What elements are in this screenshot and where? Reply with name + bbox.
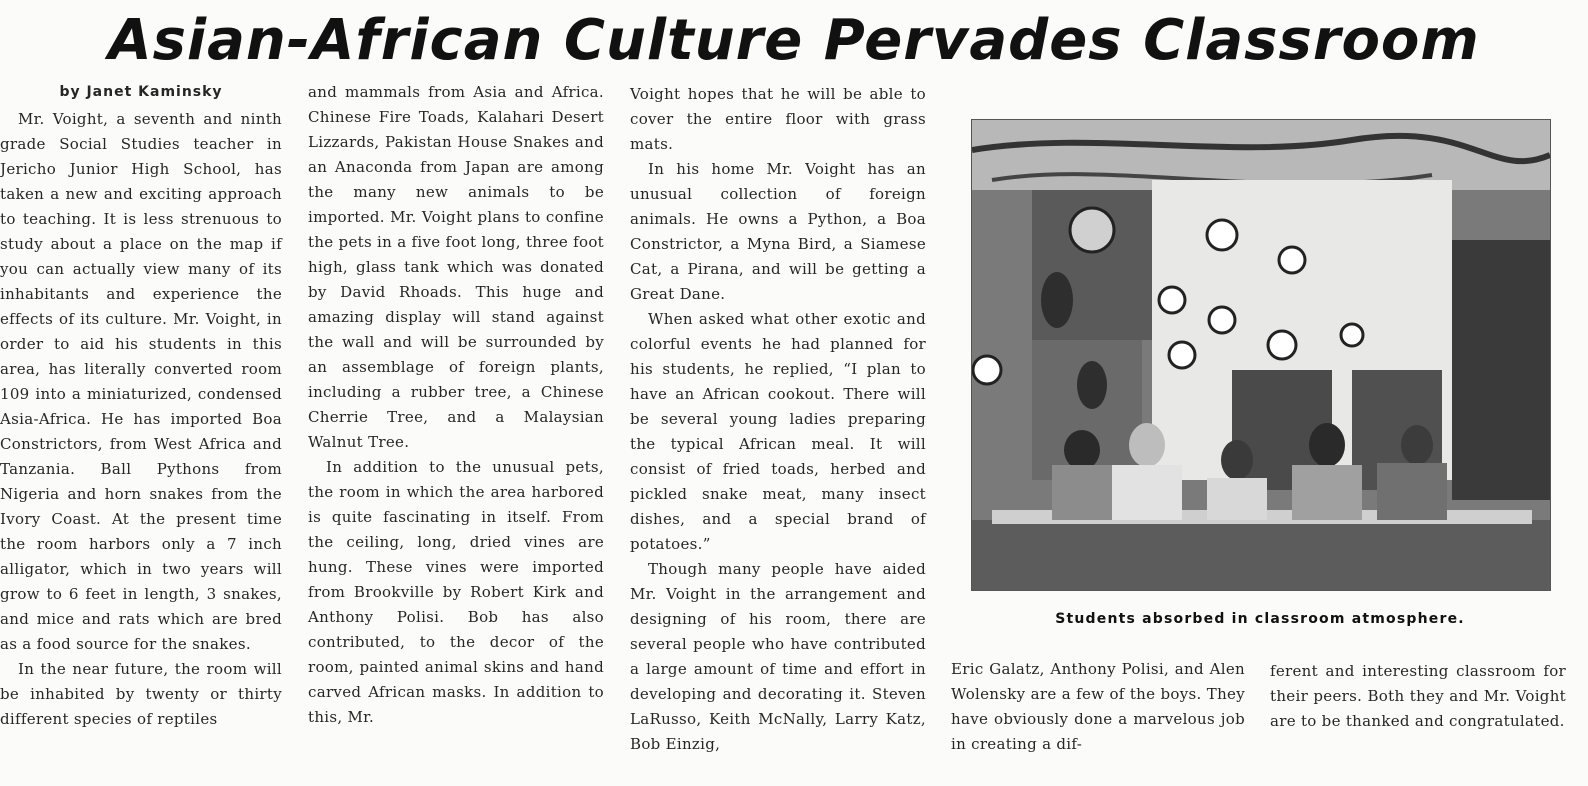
article-column-1 [0,80,282,732]
paragraph: Eric Galatz, Anthony Polisi, and Alen Wolensky are a few of the boys. They have obviously done a marvelous job in creating a dif- [951,660,1245,753]
paragraph: Though many people have aided Mr. Voight in the arrangement and designing of his room, there are several people who have contributed a large amount of time and effort in developing and decorating it. Steven LaRusso, Keith McNally, Larry Katz, Bob Einzig, [630,560,926,753]
paragraph: and mammals from Asia and Africa. Chinese Fire Toads, Kalahari Desert Lizzards, Pakistan House Snakes and an Anaconda from Japan are among the many new animals to be imported. Mr. Voight plans to confine the pets in a five foot long, three foot high, glass tank which was donated by David Rhoads. This huge and amazing display will stand against the wall and will be surrounded by an assemblage of foreign plants, including a rubber tree, a Chinese Cherrie Tree, and a Malaysian Walnut Tree. [308,83,604,451]
paragraph: Mr. Voight, a seventh and ninth grade Social Studies teacher in Jericho Junior High School, has taken a new and exciting approach to teaching. It is less strenuous to study about a place on the map if you can actually view many of its inhabitants and experience the effects of its culture. Mr. Voight, in order to aid his students in this area, has literally converted room 109 into a miniaturized, condensed Asia-Africa. He has imported Boa Constrictors, from West Africa and Tanzania. Ball Pythons from Nigeria and horn snakes from the Ivory Coast. At the present time the room harbors only a 7 inch alligator, which in two years will grow to 6 feet in length, 3 snakes, and mice and rats which are bred as a food source for the snakes. [0,110,282,653]
paragraph: In his home Mr. Voight has an unusual collection of foreign animals. He owns a Python, a Boa Constrictor, a Myna Bird, a Siamese Cat, a Pirana, and will be getting a Great Dane. [630,160,926,303]
article-column-3 [630,82,926,757]
paragraph: In the near future, the room will be inhabited by twenty or thirty different species of reptiles [0,660,282,728]
article-column-2 [308,80,604,730]
byline: by Janet Kaminsky [59,84,223,100]
article-column-5 [1270,659,1566,734]
paragraph: Voight hopes that he will be able to cover the entire floor with grass mats. [630,85,926,153]
article-column-4 [951,657,1245,757]
photo-caption: Students absorbed in classroom atmosphere. [1055,611,1465,627]
paragraph: ferent and interesting classroom for their peers. Both they and Mr. Voight are to be thanked and congratulated. [1270,662,1566,730]
paragraph: When asked what other exotic and colorful events he had planned for his students, he replied, “I plan to have an African cookout. There will be several young ladies preparing the typical African meal. It will consist of fried toads, herbed and pickled snake meat, many insect dishes, and a special brand of potatoes.” [630,310,926,553]
classroom-photo [971,119,1551,591]
headline: Asian-African Culture Pervades Classroom [108,8,1480,73]
paragraph: In addition to the unusual pets, the room in which the area harbored is quite fascinating in itself. From the ceiling, long, dried vines are hung. These vines were imported from Brookville by Robert Kirk and Anthony Polisi. Bob has also contributed, to the decor of the room, painted animal skins and hand carved African masks. In addition to this, Mr. [308,458,604,726]
